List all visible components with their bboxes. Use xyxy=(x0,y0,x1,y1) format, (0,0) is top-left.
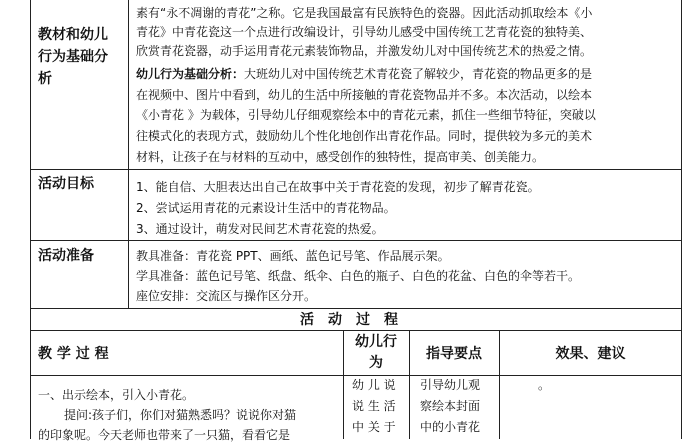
column-divider xyxy=(499,331,500,439)
analysis-header: 教材和幼儿 行为基础分 析 xyxy=(38,27,108,87)
preparation-item: 座位安排：交流区与操作区分开。 xyxy=(136,289,317,303)
column-divider xyxy=(343,331,344,439)
lesson-plan-table xyxy=(30,0,682,442)
step-text: 的印象呢。今天老师也带来了一只猫，看看它是 xyxy=(38,428,291,442)
preparation-item: 教具准备：青花瓷 PPT、画纸、蓝色记号笔、作品展示架。 xyxy=(136,249,450,263)
child-behavior-text: 中 关 于 xyxy=(352,420,396,434)
analysis-line-4: 幼儿行为基础分析：大班幼儿对中国传统艺术青花瓷了解较少，青花瓷的物品更多的是 xyxy=(136,67,593,81)
preparation-item: 学具准备：蓝色记号笔、纸盘、纸伞、白色的瓶子、白色的花盆、白色的伞等若干。 xyxy=(136,269,581,283)
analysis-line-7: 往模式化的表现方式，鼓励幼儿个性化地创作出青花作品。同时，提供较为多元的美术 xyxy=(136,129,593,143)
analysis-line-5: 在视频中、图片中看到，幼儿的生活中所接触的青花瓷物品并不多。本次活动，以绘本 xyxy=(136,88,593,102)
step-title: 一、出示绘本，引入小青花。 xyxy=(38,388,195,402)
effect-text: 。 xyxy=(538,378,551,392)
goal-item: 2、尝试运用青花的元素设计生活中的青花物品。 xyxy=(136,201,396,215)
column-teaching-process: 教 学 过 程 xyxy=(38,346,109,362)
column-header-row xyxy=(30,331,682,376)
preparation-header: 活动准备 xyxy=(38,248,94,264)
header-divider xyxy=(128,0,129,309)
column-guidance: 指导要点 xyxy=(426,346,482,362)
analysis-line-8: 材料，让孩子在与材料的互动中，感受创作的独特性，提高审美、创美能力。 xyxy=(136,150,545,164)
goal-item: 3、通过设计，萌发对民间艺术青花瓷的热爱。 xyxy=(136,222,384,236)
guidance-text: 引导幼儿观 xyxy=(420,378,481,392)
process-title-row xyxy=(30,309,682,331)
column-divider xyxy=(409,331,410,439)
guidance-text: 察绘本封面 xyxy=(420,399,481,413)
column-effect: 效果、建议 xyxy=(555,346,626,362)
analysis-line-6: 《小青花 》为载体，引导幼儿仔细观察绘本中的青花元素，抓住一些细节特征，突破以 xyxy=(136,108,596,122)
analysis-line-1: 素有“永不凋谢的青花”之称。它是我国最富有民族特色的瓷器。因此活动抓取绘本《小 xyxy=(136,6,593,20)
column-child-behavior: 幼儿行 为 xyxy=(355,334,397,371)
step-text: 提问:孩子们，你们对猫熟悉吗？说说你对猫 xyxy=(64,408,297,422)
border-left xyxy=(30,0,31,439)
analysis-line-2: 青花》中青花瓷这一个点进行改编设计，引导幼儿感受中国传统工艺青花瓷的独特美、 xyxy=(136,25,593,39)
analysis-line-3: 欣赏青花瓷器，动手运用青花元素装饰物品，并激发幼儿对中国传统艺术的热爱之情。 xyxy=(136,44,593,58)
step-row xyxy=(30,376,682,442)
child-behavior-text: 幼 儿 说 xyxy=(352,378,396,392)
child-behavior-text: 说 生 活 xyxy=(352,399,396,413)
behavior-analysis-label: 幼儿行为基础分析： xyxy=(136,67,245,81)
border-right xyxy=(681,0,682,439)
goals-header: 活动目标 xyxy=(38,176,94,192)
process-title: 活动过程 xyxy=(300,312,412,328)
goal-item: 1、能自信、大胆表达出自己在故事中关于青花瓷的发现，初步了解青花瓷。 xyxy=(136,180,540,194)
guidance-text: 中的小青花 xyxy=(420,420,481,434)
